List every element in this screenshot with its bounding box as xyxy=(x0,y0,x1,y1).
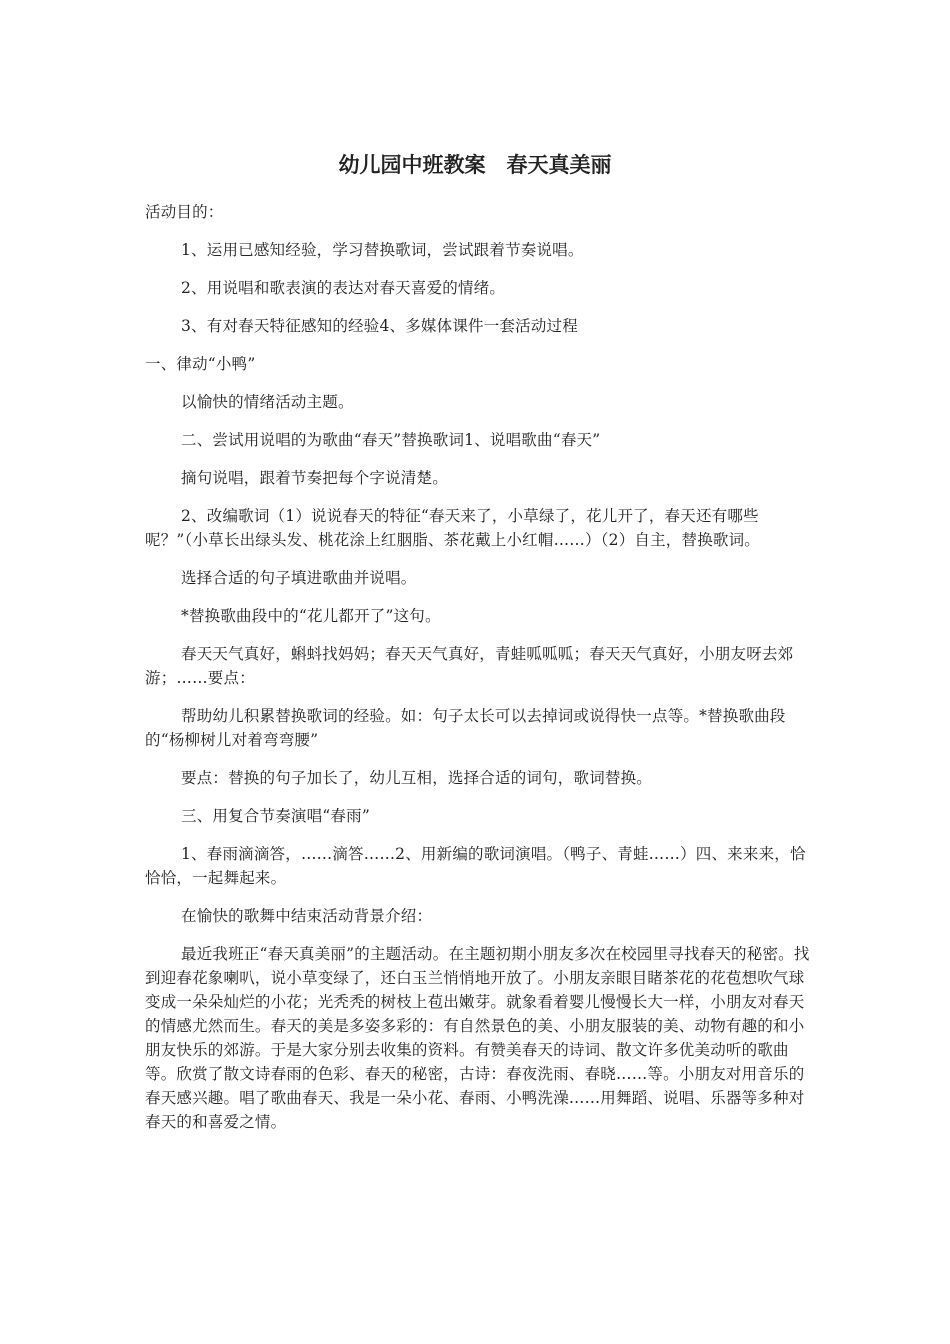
paragraph: 春天天气真好，蝌蚪找妈妈；春天天气真好，青蛙呱呱呱；春天天气真好，小朋友呀去郊游；……要点： xyxy=(145,645,794,687)
paragraph: 1、春雨滴滴答，……滴答……2、用新编的歌词演唱。（鸭子、青蛙……）四、来来来，恰恰恰，一起舞起来。 xyxy=(145,845,806,887)
paragraph: 要点：替换的句子加长了，幼儿互相，选择合适的词句，歌词替换。 xyxy=(181,769,653,787)
section-heading-rain: 三、用复合节奏演唱“春雨” xyxy=(181,807,370,825)
objective-item-2: 2、用说唱和歌表演的表达对春天喜爱的情绪。 xyxy=(181,279,506,297)
section-heading-objectives: 活动目的： xyxy=(145,203,224,221)
document-title: 幼儿园中班教案 春天真美丽 xyxy=(338,153,612,177)
paragraph: 帮助幼儿积累替换歌词的经验。如：句子太长可以去掉词或说得快一点等。*替换歌曲段的“杨柳树儿对着弯弯腰” xyxy=(145,707,786,749)
paragraph: *替换歌曲段中的“花儿都开了”这句。 xyxy=(181,607,441,625)
document-body xyxy=(145,200,813,1148)
objective-item-3: 3、有对春天特征感知的经验4、多媒体课件一套活动过程 xyxy=(181,317,578,335)
paragraph: 在愉快的歌舞中结束活动背景介绍： xyxy=(181,907,433,925)
paragraph: 以愉快的情绪活动主题。 xyxy=(181,393,354,411)
paragraph: 选择合适的句子填进歌曲并说唱。 xyxy=(181,569,417,587)
section-heading-lyrics: 二、尝试用说唱的为歌曲“春天”替换歌词1、说唱歌曲“春天” xyxy=(181,431,601,449)
section-heading-rhythm: 一、律动“小鸭” xyxy=(145,355,256,373)
objective-item-1: 1、运用已感知经验，学习替换歌词，尝试跟着节奏说唱。 xyxy=(181,241,584,259)
background-paragraph: 最近我班正“春天真美丽”的主题活动。在主题初期小朋友多次在校园里寻找春天的秘密。找到迎春花象喇叭，说小草变绿了，还白玉兰悄悄地开放了。小朋友亲眼目睹茶花的花苞想吹气球变成一朵朵灿烂的小花；光秃秃的树枝上苞出嫩芽。就象看着婴儿慢慢长大一样，小朋友对春天的情感尤然而生。春天的美是多姿多彩的：有自然景色的美、小朋友服装的美、动物有趣的和小朋友快乐的郊游。于是大家分别去收集的资料。有赞美春天的诗词、散文许多优美动听的歌曲等。欣赏了散文诗春雨的色彩、春天的秘密，古诗：春夜洗雨、春晓……等。小朋友对用音乐的春天感兴趣。唱了歌曲春天、我是一朵小花、春雨、小鸭洗澡……用舞蹈、说唱、乐器等多种对春天的和喜爱之情。 xyxy=(145,945,810,1131)
paragraph: 摘句说唱，跟着节奏把每个字说清楚。 xyxy=(181,469,448,487)
paragraph: 2、改编歌词（1）说说春天的特征“春天来了，小草绿了，花儿开了，春天还有哪些呢？”（小草长出绿头发、桃花涂上红胭脂、茶花戴上小红帽……）（2）自主，替换歌词。 xyxy=(145,507,760,549)
